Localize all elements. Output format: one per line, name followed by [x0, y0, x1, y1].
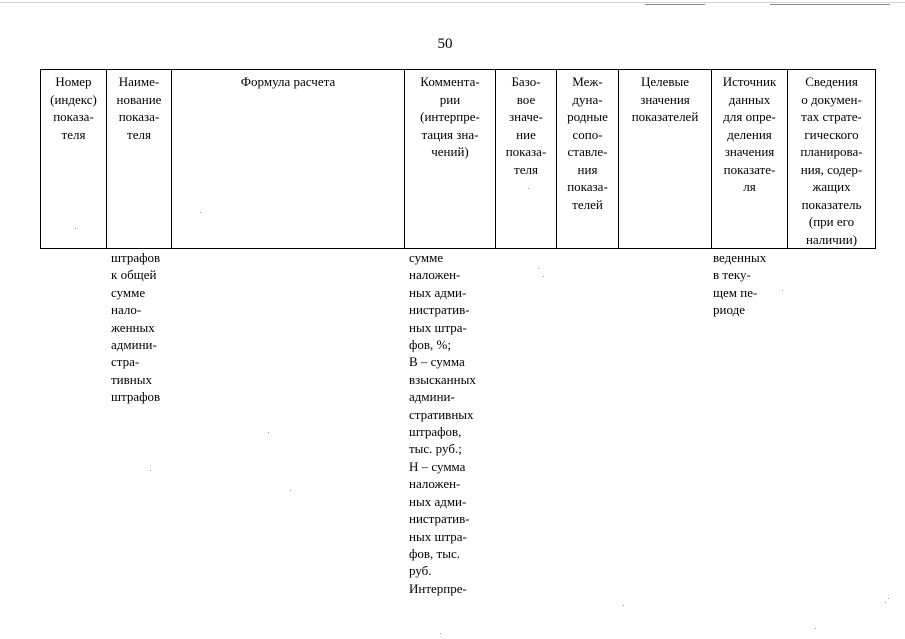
- scan-speck: [440, 633, 441, 634]
- header-indicator-name: Наиме- нование показа- теля: [107, 70, 172, 249]
- scan-speck: [888, 598, 889, 599]
- scan-speck: [528, 188, 529, 189]
- scan-speck: [290, 490, 291, 491]
- header-international-comparison: Меж- дуна- родные сопо- ставле- ния показа- телей: [557, 70, 619, 249]
- scan-speck: [75, 228, 76, 229]
- scan-speck: [815, 628, 816, 629]
- header-strategic-documents: Сведения о докумен- тах страте- гического планирова- ния, содер- жащих показатель (при его наличии): [788, 70, 876, 249]
- scan-speck: [543, 276, 544, 277]
- scan-speck: [885, 602, 886, 603]
- header-base-value: Базо- вое значе- ние показа- теля: [496, 70, 557, 249]
- scan-speck: [538, 268, 539, 269]
- header-comments: Коммента- рии (интерпре- тация зна- чений): [405, 70, 496, 249]
- scan-edge-line: [645, 4, 705, 5]
- header-data-source: Источник данных для опре- деления значения показате- ля: [712, 70, 788, 249]
- header-formula: Формула расчета: [172, 70, 405, 249]
- page-number: 50: [437, 36, 453, 52]
- scan-edge-line: [770, 4, 890, 5]
- indicator-table-header: [40, 69, 876, 249]
- scan-speck: [623, 605, 624, 606]
- scan-speck: [782, 290, 783, 291]
- scan-speck: [200, 212, 201, 213]
- header-indicator-number: Номер (индекс) показа- теля: [41, 70, 107, 249]
- cell-data-source-continuation: веденных в теку- щем пе- риоде: [713, 250, 767, 318]
- cell-indicator-name-continuation: штрафов к общей сумме нало- женных админи- стра- тивных штрафов: [111, 250, 161, 405]
- cell-comments-continuation: сумме наложен- ных адми- нистратив- ных штра- фов, %; В – сумма взысканных админи- стративных штрафов, тыс. руб.; Н – сумма наложен- ных адми- нистратив- ных штра- фов, тыс. руб. Интерпре-: [409, 250, 476, 596]
- header-target-values: Целевые значения показателей: [619, 70, 712, 249]
- scan-speck: [268, 432, 269, 433]
- scan-edge-line: [0, 2, 905, 3]
- scan-speck: [150, 470, 151, 471]
